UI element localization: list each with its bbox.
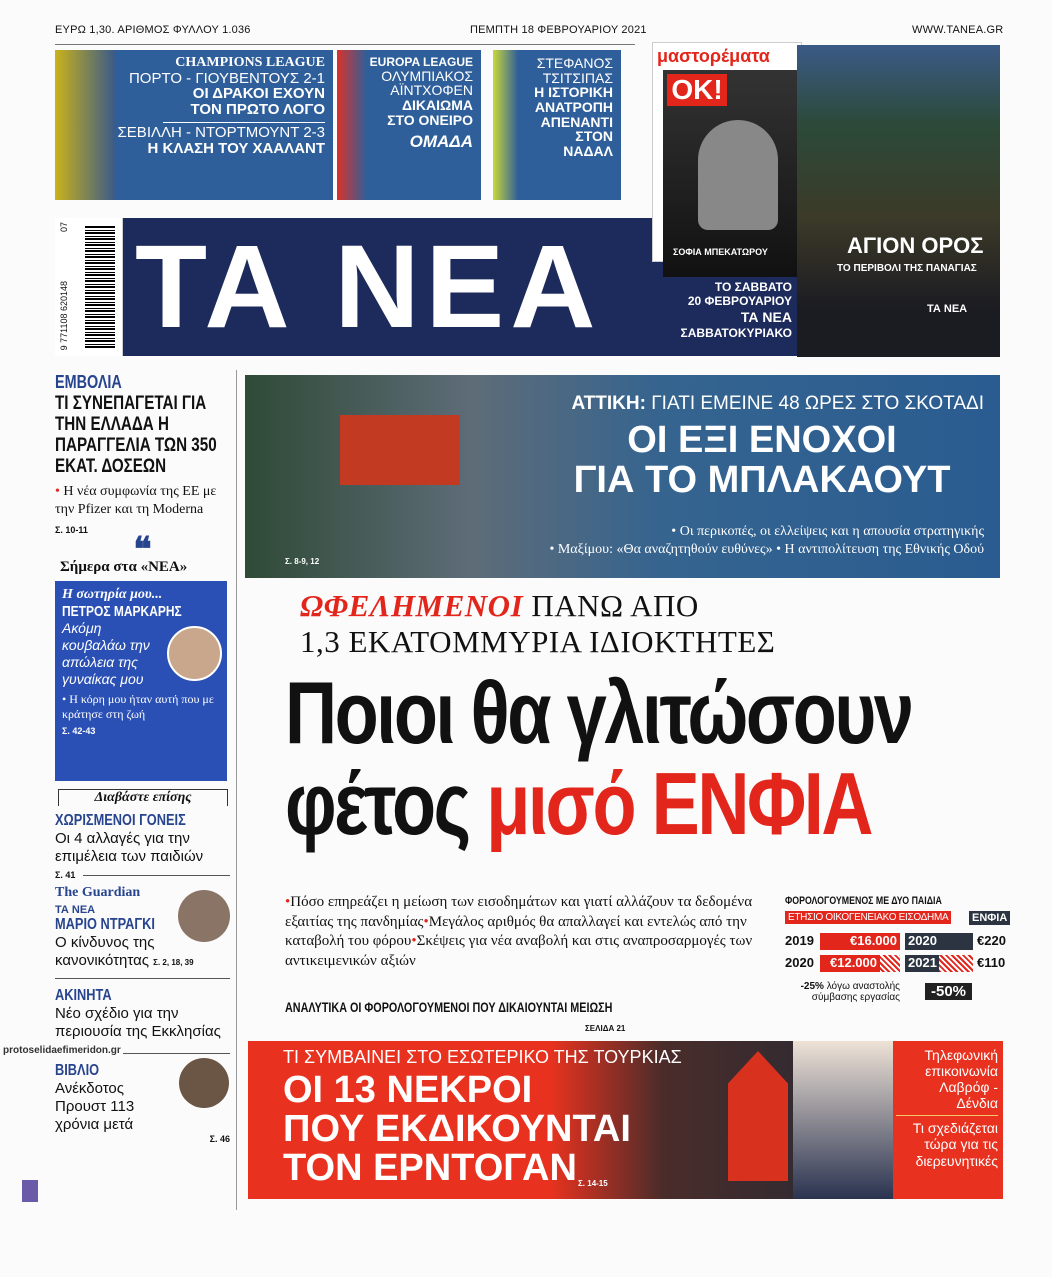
list-item[interactable] xyxy=(55,812,230,880)
sports-box-europa[interactable] xyxy=(337,50,481,200)
match-line: ΣΕΒΙΛΛΗ - ΝΤΟΡΤΜΟΥΝΤ 2-3 xyxy=(117,123,325,141)
page-ref: Σ. 8-9, 12 xyxy=(285,557,320,566)
coffin-flag-photo xyxy=(728,1051,788,1181)
headline-line: ΔΙΚΑΙΩΜΑ xyxy=(401,96,473,113)
color-swatch xyxy=(22,1180,38,1202)
interview-bullet: Η κόρη μου ήταν αυτή που με κράτησε στη ζωή xyxy=(62,691,214,721)
item-kicker: ΒΙΒΛΙΟ xyxy=(55,1062,100,1080)
turkey-story[interactable] xyxy=(248,1041,1003,1199)
blackout-story[interactable]: ΑΤΤΙΚΗ: ΓΙΑΤΙ ΕΜΕΙΝΕ 48 ΩΡΕΣ ΣΤΟ ΣΚΟΤΑΔΙ ΟΙ ΕΞΙ ΕΝΟΧΟΙ ΓΙΑ ΤΟ ΜΠΛΑΚΑΟΥΤ • Οι περικοπές, οι ελλείψεις και η απουσία στρατηγικής • Μαξίμου: «Θα αναζητηθούν ευθύνες» • Η αντιπολίτευση της Εθνικής Οδού Σ. 8-9, 12 xyxy=(245,375,1000,578)
page-ref: Σ. 14-15 xyxy=(578,1179,608,1188)
guardian-logo: The Guardian xyxy=(55,885,141,901)
income-bar xyxy=(820,933,900,950)
interview-box[interactable]: Η σωτηρία μου... ΠΕΤΡΟΣ ΜΑΡΚΑΡΗΣ Ακόμη κουβαλάω την απώλεια της γυναίκας μου • Η κόρη μου ήταν αυτή που με κράτησε στη ζωή Σ. 42-43 xyxy=(55,581,227,781)
page-ref: Σ. 2, 18, 39 xyxy=(153,958,194,968)
fire-truck-photo xyxy=(340,415,460,485)
quote-icon: ❝ xyxy=(133,531,152,570)
barcode xyxy=(55,218,123,356)
item-kicker: ΜΑΡΙΟ ΝΤΡΑΓΚΙ xyxy=(55,916,155,934)
lead-footer-text: ΑΝΑΛΥΤΙΚΑ ΟΙ ΦΟΡΟΛΟΓΟΥΜΕΝΟΙ ΠΟΥ ΔΙΚΑΙΟΥΝΤΑΙ ΜΕΙΩΣΗ xyxy=(285,1000,613,1015)
book-title: ΑΓΙΟΝ ΟΡΟΣ xyxy=(847,233,984,258)
page-ref: Σ. 46 xyxy=(209,1134,230,1145)
barcode-number: 9 771108 620148 xyxy=(59,280,69,350)
lead-kicker-rest: ΠΑΝΩ ΑΠΟ xyxy=(531,588,699,623)
list-item[interactable] xyxy=(55,886,230,979)
promo-date-block xyxy=(660,280,792,340)
blackout-bullet: Μαξίμου: «Θα αναζητηθούν ευθύνες» • Η αντιπολίτευση της Εθνικής Οδού xyxy=(557,542,984,558)
promo-date: 20 ΦΕΒΡΟΥΑΡΙΟΥ xyxy=(687,294,792,309)
promo-edition: ΣΑΒΒΑΤΟΚΥΡΙΑΚΟ xyxy=(680,325,792,340)
turkey-side2: Τι σχεδιάζεται τώρα για τις διερευνητικές xyxy=(912,1120,998,1169)
income-value: €16.000 xyxy=(820,933,900,950)
enfia-label: ΕΝΦΙΑ xyxy=(969,911,1010,925)
list-item[interactable] xyxy=(55,987,230,1041)
item-text: Νέο σχέδιο για την περιουσία της Εκκλησίας xyxy=(55,1005,221,1041)
headline-line: ΑΝΑΤΡΟΠΗ xyxy=(534,99,613,116)
headline-line: ΑΠΕΝΑΝΤΙ xyxy=(540,113,613,130)
sports-box-tsitsipas[interactable] xyxy=(493,50,621,200)
lead-bullet: Σκέψεις για νέα αναβολή και στις αναπροσαρμογές των αντικειμενικών αξιών xyxy=(285,933,753,969)
turkey-title-line: ΟΙ 13 ΝΕΚΡΟΙ xyxy=(283,1069,533,1111)
list-item[interactable] xyxy=(55,1062,230,1144)
headline-line: ΑΪΝΤΧΟΦΕΝ xyxy=(390,82,473,99)
story-kicker: ΕΜΒΟΛΙΑ xyxy=(55,372,122,392)
watermark: protoselidaefimeridon.gr xyxy=(3,1045,121,1057)
lead-footer xyxy=(285,1000,694,1015)
europa-league-logo: EUROPA LEAGUE xyxy=(369,55,473,69)
omada-logo: ΟΜΑΔΑ xyxy=(409,132,473,152)
page-ref: Σ. 41 xyxy=(55,870,76,881)
headline-line: ΟΙ ΔΡΑΚΟΙ ΕΧΟΥΝ xyxy=(192,85,325,103)
vaccines-story[interactable]: ΕΜΒΟΛΙΑ ΤΙ ΣΥΝΕΠΑΓΕΤΑΙ ΓΙΑ ΤΗΝ ΕΛΛΑΔΑ Η ΠΑΡΑΓΓΕΛΙΑ ΤΩΝ 350 ΕΚΑΤ. ΔΟΣΕΩΝ • Η νέα συμφωνία της ΕΕ με την Pfizer και τη Moderna Σ. 10-11 xyxy=(55,372,230,535)
item-source: ΤΑ ΝΕΑ xyxy=(55,904,96,917)
story-title: ΤΙ ΣΥΝΕΠΑΓΕΤΑΙ ΓΙΑ ΤΗΝ ΕΛΛΑΔΑ Η ΠΑΡΑΓΓΕΛΙΑ ΤΩΝ 350 ΕΚΑΤ. ΔΟΣΕΩΝ xyxy=(55,393,217,477)
turkey-title-line: ΤΟΝ ΕΡΝΤΟΓΑΝ xyxy=(283,1146,577,1189)
book-subtitle: ΤΟ ΠΕΡΙΒΟΛΙ ΤΗΣ ΠΑΝΑΓΙΑΣ xyxy=(837,263,977,274)
headline-line: ΟΛΥΜΠΙΑΚΟΣ xyxy=(381,67,473,84)
infobox-title: ΦΟΡΟΛΟΓΟΥΜΕΝΟΣ ΜΕ ΔΥΟ ΠΑΙΔΙΑ xyxy=(785,895,942,907)
read-also-heading: Διαβάστε επίσης xyxy=(58,789,228,806)
barcode-issue: 07 xyxy=(59,222,69,233)
income-value: €12.000 xyxy=(820,955,880,972)
item-kicker: ΑΚΙΝΗΤΑ xyxy=(55,987,112,1005)
lead-kicker-red: ΩΦΕΛΗΜΕΝΟΙ xyxy=(300,588,524,623)
headline-line: ΣΤΟΝ xyxy=(575,128,613,145)
cover-portrait xyxy=(698,120,778,230)
left-column xyxy=(3,372,230,1145)
income-year: 2019 xyxy=(785,933,814,948)
interview-quote: Ακόμη κουβαλάω την απώλεια της γυναίκας μου xyxy=(62,620,150,687)
erdogan-photo xyxy=(793,1041,893,1199)
headline-line: ΤΟΝ ΠΡΩΤΟ ΛΟΓΟ xyxy=(190,101,325,119)
cover-name: ΣΟΦΙΑ ΜΠΕΚΑΤΩΡΟΥ xyxy=(673,247,768,257)
enfia-value: €220 xyxy=(977,933,1006,948)
page-ref: Σ. 42-43 xyxy=(62,725,96,736)
top-rule xyxy=(55,44,635,45)
enfia-change: -50% xyxy=(925,983,972,1000)
tax-infobox xyxy=(785,895,1008,1003)
lead-headline[interactable] xyxy=(285,663,912,853)
income-bar xyxy=(820,955,900,972)
sports-box-champions[interactable] xyxy=(55,50,333,200)
lead-title-black: φέτος xyxy=(285,753,469,853)
item-text: Οι 4 αλλαγές για την επιμέλεια των παιδιών xyxy=(55,830,204,866)
match-line: ΠΟΡΤΟ - ΓΙΟΥΒΕΝΤΟΥΣ 2-1 xyxy=(128,69,325,87)
income-note: λόγω αναστολής σύμβασης εργασίας xyxy=(811,981,900,1003)
draghi-photo xyxy=(178,890,230,942)
income-year: 2020 xyxy=(785,955,814,970)
income-change: -25% xyxy=(800,981,824,992)
lead-bullet: Πόσο επηρεάζει η μείωση των εισοδημάτων και γιατί αλλάζουν τα δεδομένα εξαιτίας της πανδημίας xyxy=(285,894,753,930)
page-ref: ΣΕΛΙΔΑ 21 xyxy=(585,1024,626,1033)
headline-line: ΝΑΔΑΛ xyxy=(563,143,613,160)
headline-line: Η ΚΛΑΣΗ ΤΟΥ ΧΑΑΛΑΝΤ xyxy=(147,139,325,157)
blackout-kicker: ΑΤΤΙΚΗ: xyxy=(571,393,646,414)
lead-kicker xyxy=(300,588,775,659)
champions-league-logo: CHAMPIONS LEAGUE xyxy=(175,55,325,70)
enfia-bar xyxy=(905,933,973,950)
income-label: ΕΤΗΣΙΟ ΟΙΚΟΓΕΝΕΙΑΚΟ ΕΙΣΟΔΗΜΑ xyxy=(785,911,951,924)
interview-name: ΠΕΤΡΟΣ ΜΑΡΚΑΡΗΣ xyxy=(62,603,182,621)
divider xyxy=(123,1053,230,1054)
turkey-kicker: ΤΙ ΣΥΜΒΑΙΝΕΙ ΣΤΟ ΕΣΩΤΕΡΙΚΟ ΤΗΣ ΤΟΥΡΚΙΑΣ xyxy=(283,1047,682,1067)
headline-line: ΣΤΕΦΑΝΟΣ xyxy=(536,55,613,71)
blackout-title-line: ΓΙΑ ΤΟ ΜΠΛΑΚΑΟΥΤ xyxy=(573,458,951,501)
turkey-title-line: ΠΟΥ ΕΚΔΙΚΟΥΝΤΑΙ xyxy=(283,1107,631,1150)
item-text: Ο κίνδυνος της κανονικότητας xyxy=(55,934,155,970)
book-brand: ΤΑ ΝΕΑ xyxy=(927,303,968,315)
story-bullet: Η νέα συμφωνία της ΕΕ με την Pfizer και τη Moderna xyxy=(55,484,217,518)
lead-title-line1: Ποιοι θα γλιτώσουν xyxy=(285,663,912,762)
interview-kicker: Η σωτηρία μου... xyxy=(62,587,163,603)
lead-bullets: •Πόσο επηρεάζει η μείωση των εισοδημάτων και γιατί αλλάζουν τα δεδομένα εξαιτίας της πανδημίας•Μεγάλος αριθμός θα απαλλαγεί και εντελώς από την καταβολή του φόρου•Σκέψεις για νέα αναβολή και στις αναπροσαρμογές των αντικειμενικών αξιών xyxy=(285,894,753,969)
mastoremata-title: μαστορέματα xyxy=(657,46,770,66)
lead-kicker-line2: 1,3 ΕΚΑΤΟΜΜΥΡΙΑ ΙΔΙΟΚΤΗΤΕΣ xyxy=(300,623,776,659)
item-text: Ανέκδοτος Προυστ 113 χρόνια μετά xyxy=(55,1080,135,1134)
markaris-photo xyxy=(167,626,222,681)
page-ref: Σ. 10-11 xyxy=(55,525,88,536)
proust-photo xyxy=(179,1058,229,1108)
today-heading: Σήμερα στα «ΝΕΑ» xyxy=(60,559,188,576)
headline-line: ΤΣΙΤΣΙΠΑΣ xyxy=(542,69,613,86)
ok-magazine[interactable] xyxy=(663,70,797,277)
agion-oros-book[interactable] xyxy=(797,45,1000,357)
column-divider xyxy=(236,370,237,1210)
headline-line: Η ΙΣΤΟΡΙΚΗ xyxy=(534,84,613,101)
turkey-side1: Τηλεφωνική επικοινωνία Λαβρόφ - Δένδια xyxy=(924,1047,998,1112)
promo-paper: ΤΑ ΝΕΑ xyxy=(740,308,792,325)
item-kicker: ΧΩΡΙΣΜΕΝΟΙ ΓΟΝΕΙΣ xyxy=(55,812,186,830)
enfia-year: 2021 xyxy=(905,955,939,972)
enfia-value: €110 xyxy=(977,955,1006,970)
issue-date: ΠΕΜΠΤΗ 18 ΦΕΒΡΟΥΑΡΙΟΥ 2021 xyxy=(470,24,647,36)
blackout-title-line: ΟΙ ΕΞΙ ΕΝΟΧΟΙ xyxy=(627,419,897,461)
blackout-bullet: Οι περικοπές, οι ελλείψεις και η απουσία στρατηγικής xyxy=(679,524,984,539)
enfia-bar xyxy=(905,955,973,972)
newspaper-logo[interactable]: ΤΑ ΝΕΑ xyxy=(135,221,602,353)
promo-day: ΤΟ ΣΑΒΒΑΤΟ xyxy=(714,280,792,294)
enfia-year: 2020 xyxy=(905,933,973,950)
lead-title-red: μισό ΕΝΦΙΑ xyxy=(486,753,871,853)
headline-line: ΣΤΟ ΟΝΕΙΡΟ xyxy=(387,111,473,128)
blackout-kicker-rest: ΓΙΑΤΙ ΕΜΕΙΝΕ 48 ΩΡΕΣ ΣΤΟ ΣΚΟΤΑΔΙ xyxy=(651,393,984,414)
ok-logo: OK! xyxy=(667,74,727,106)
price-issue: ΕΥΡΩ 1,30. ΑΡΙΘΜΟΣ ΦΥΛΛΟΥ 1.036 xyxy=(55,24,251,36)
website-link[interactable]: WWW.TANEA.GR xyxy=(912,24,1004,36)
lead-bullet: Μεγάλος αριθμός θα απαλλαγεί και εντελώς από την καταβολή του φόρου xyxy=(285,913,747,949)
